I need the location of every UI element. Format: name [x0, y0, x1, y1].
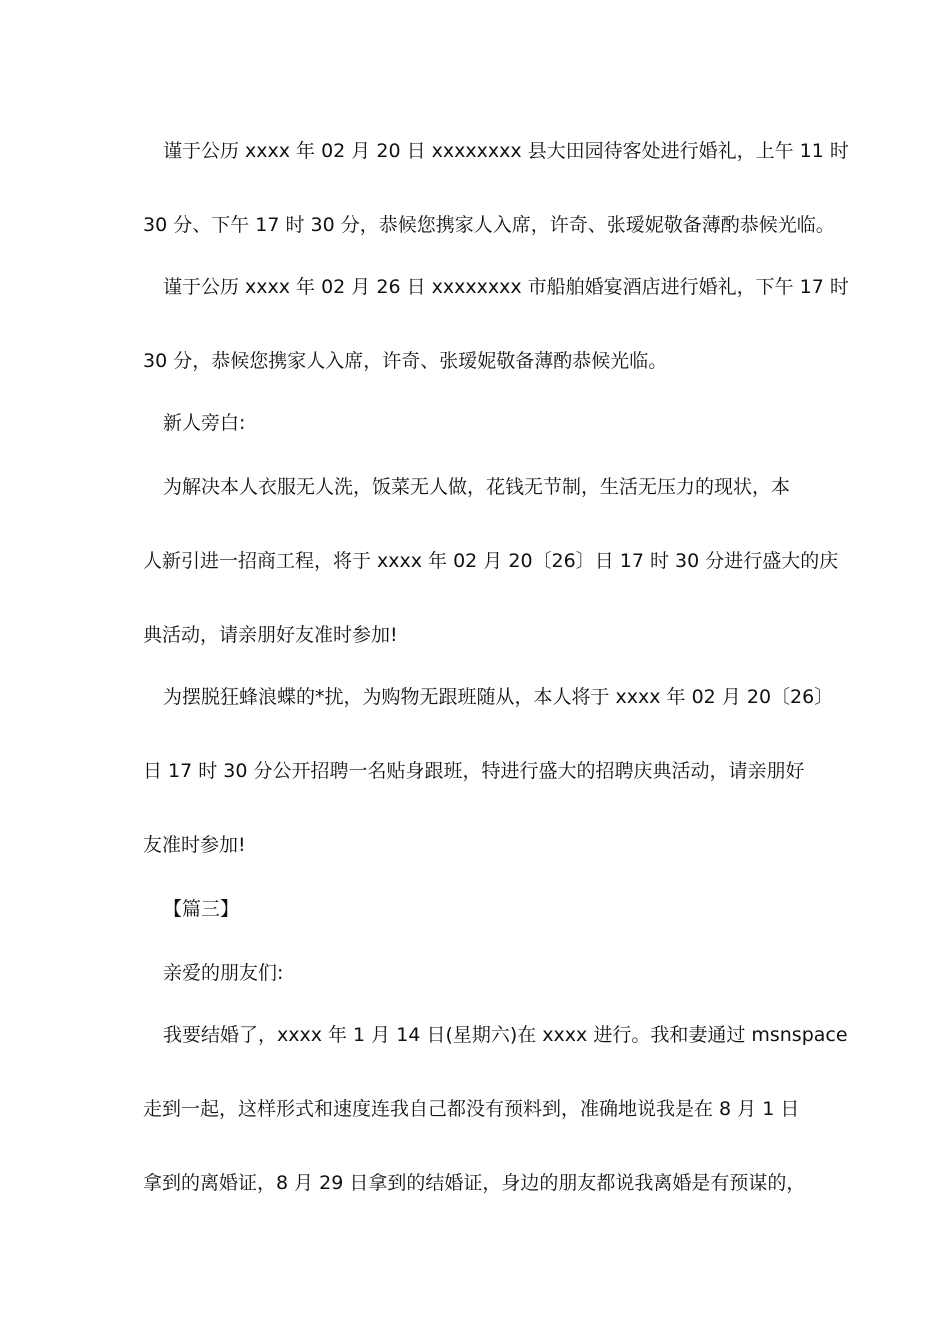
paragraph-5-line-3: 拿到的离婚证，8 月 29 日拿到的结婚证，身边的朋友都说我离婚是有预谋的，: [143, 1172, 806, 1194]
section-heading-part-three: 【篇三】: [163, 898, 240, 920]
paragraph-4-line-2: 日 17 时 30 分公开招聘一名贴身跟班，特进行盛大的招聘庆典活动，请亲朋好: [143, 760, 805, 782]
paragraph-3-line-3: 典活动，请亲朋好友准时参加!: [143, 624, 398, 646]
paragraph-2-line-1: 谨于公历 xxxx 年 02 月 26 日 xxxxxxxx 市船舶婚宴酒店进行婚礼，下午 17 时: [163, 276, 849, 298]
paragraph-4-line-1: 为摆脱狂蜂浪蝶的*扰，为购物无跟班随从，本人将于 xxxx 年 02 月 20〔26〕: [163, 686, 834, 708]
salutation: 亲爱的朋友们:: [163, 962, 284, 984]
paragraph-3-line-1: 为解决本人衣服无人洗，饭菜无人做，花钱无节制，生活无压力的现状，本: [163, 476, 791, 498]
paragraph-2-line-2: 30 分，恭候您携家人入席，许奇、张瑷妮敬备薄酌恭候光临。: [143, 350, 668, 372]
paragraph-3-line-2: 人新引进一招商工程，将于 xxxx 年 02 月 20〔26〕日 17 时 30 分进行盛大的庆: [143, 550, 839, 572]
paragraph-4-line-3: 友准时参加!: [143, 834, 246, 856]
paragraph-5-line-2: 走到一起，这样形式和速度连我自己都没有预料到，准确地说我是在 8 月 1 日: [143, 1098, 800, 1120]
paragraph-1-line-2: 30 分、下午 17 时 30 分，恭候您携家人入席，许奇、张瑷妮敬备薄酌恭候光临。: [143, 214, 835, 236]
paragraph-5-line-1: 我要结婚了，xxxx 年 1 月 14 日(星期六)在 xxxx 进行。我和妻通过 msnspace: [163, 1024, 848, 1046]
section-heading-newlywed-aside: 新人旁白:: [163, 412, 246, 434]
paragraph-1-line-1: 谨于公历 xxxx 年 02 月 20 日 xxxxxxxx 县大田园待客处进行婚礼，上午 11 时: [163, 140, 849, 162]
